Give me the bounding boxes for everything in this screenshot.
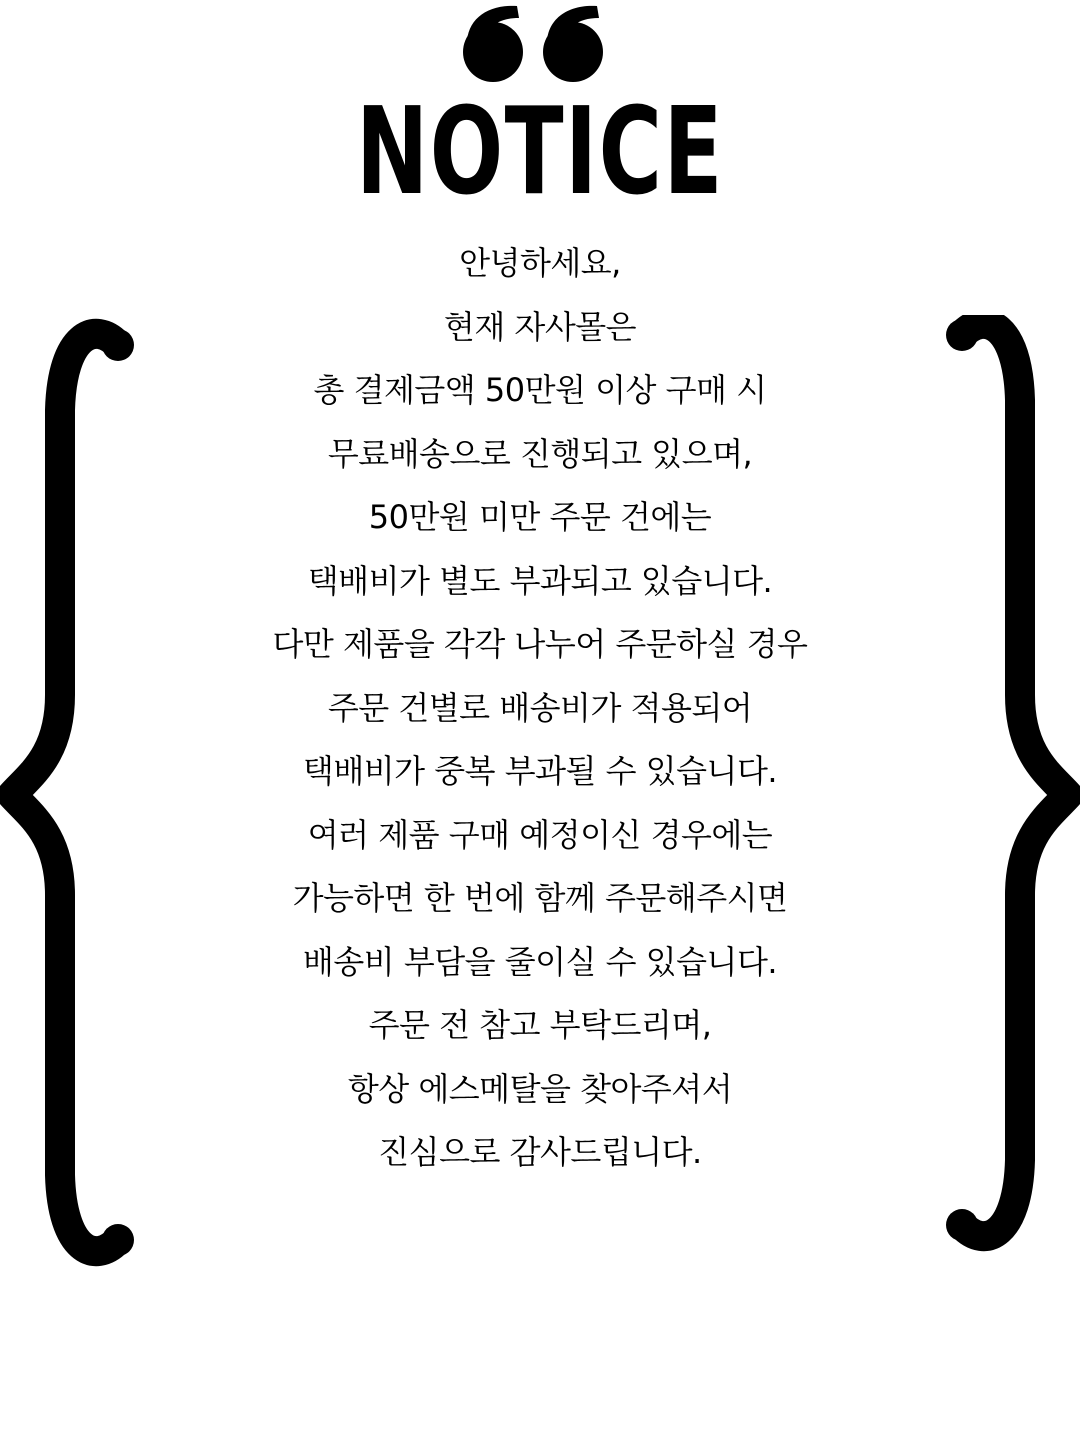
message-line: 주문 건별로 배송비가 적용되어 xyxy=(327,688,753,727)
message-line: 택배비가 중복 부과될 수 있습니다. xyxy=(302,752,778,790)
message-line: 항상 에스메탈을 찾아주셔서 xyxy=(347,1069,733,1108)
message-line: 총 결제금액 50만원 이상 구매 시 xyxy=(313,371,767,409)
message-line: 현재 자사몰은 xyxy=(443,307,637,346)
message-line: 배송비 부담을 줄이실 수 있습니다. xyxy=(302,942,778,981)
right-brace-icon xyxy=(940,315,1080,1275)
message-line: 50만원 미만 주문 건에는 xyxy=(368,498,712,536)
message-line: 진심으로 감사드립니다. xyxy=(378,1133,702,1171)
double-quote-icon xyxy=(455,0,615,90)
message-line: 다만 제품을 각각 나누어 주문하실 경우 xyxy=(272,625,808,663)
left-brace-icon xyxy=(0,315,140,1275)
message-line: 무료배송으로 진행되고 있으며, xyxy=(327,434,753,473)
notice-message xyxy=(200,232,880,1185)
message-line: 택배비가 별도 부과되고 있습니다. xyxy=(307,561,773,600)
message-line: 안녕하세요, xyxy=(459,244,621,282)
message-line: 주문 전 참고 부탁드리며, xyxy=(368,1006,712,1044)
message-line: 여러 제품 구매 예정이신 경우에는 xyxy=(307,815,773,854)
notice-title: NOTICE xyxy=(356,83,724,222)
message-line: 가능하면 한 번에 함께 주문해주시면 xyxy=(292,879,788,917)
